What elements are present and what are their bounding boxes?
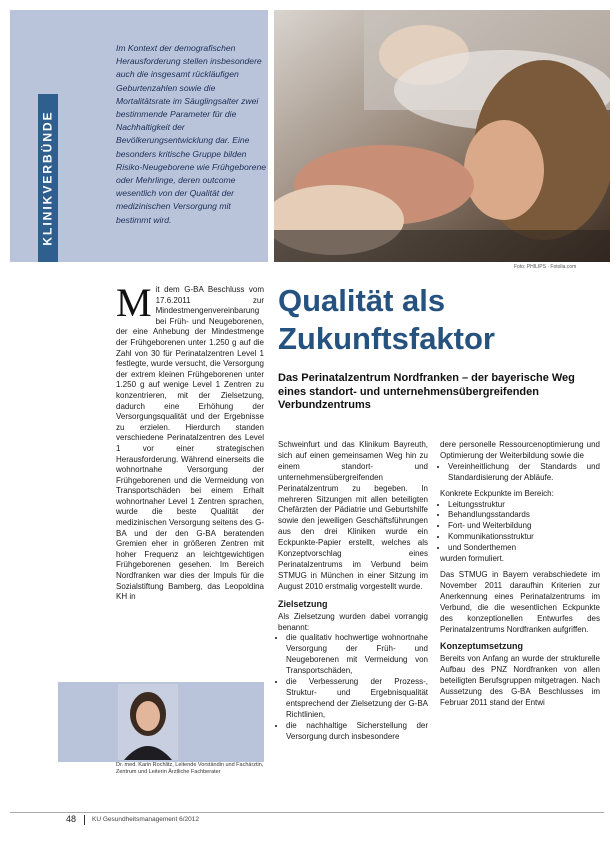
subheadline: Das Perinatalzentrum Nordfranken – der bayerische Weg eines standort- und unternehmensübergreifenden Verbundzentrums (278, 372, 575, 411)
intro-text: Im Kontext der demografischen Herausforderung stellen insbesondere auch die insgesamt rückläufigen Geburtenzahlen sowie die Mortalitätsrate im Säuglingsalter zwei bestimmende Parameter für die Nachhaltigkeit der Bevölkerungsentwicklung dar. Eine besonders kritische Gruppe bilden Risiko-Neugeborene wie Frühgeborene oder Mehrlinge, deren outcome wesentlich von der Qualität der medizinischen Versorgung mit bestimmt wird. (116, 43, 267, 225)
list-item: • die nachhaltige Sicherstellung der Versorgung durch insbesondere (286, 721, 428, 743)
bullet-list (278, 633, 428, 742)
article-column-1 (116, 280, 264, 603)
bullet-list (440, 500, 600, 555)
paragraph: wurden formuliert. (440, 554, 505, 564)
author-portrait (118, 684, 178, 760)
footer-separator (84, 815, 85, 825)
footer-text: KU Gesundheitsmanagement 6/2012 (92, 816, 199, 823)
drop-cap: M (116, 280, 152, 325)
photo-credit: Foto: PHILIPS · Fotolia.com (514, 264, 577, 270)
footer-rule (10, 812, 604, 813)
headline: Qualität als Zukunftsfaktor (278, 283, 495, 356)
list-item: • und Sonderthemen (448, 543, 600, 554)
bullet-list (440, 462, 600, 484)
section-label: KLINIKVERBÜNDE (41, 110, 55, 246)
article-column-3 (440, 440, 600, 709)
paragraph: Schweinfurt und das Klinikum Bayreuth, sich auf einen gemeinsamen Weg hin zu einem standort- und unternehmensübergreifenden Perinatalzentrum zu begeben. In mehreren Sitzungen mit allen beteiligten Chefärzten der Pädiatrie und Geburtshilfe sowie den jeweiligen Geschäftsführungen aus den drei Kliniken wurde ein Eckpunkte-Papier erstellt, welches als Konzeptvorschlag eines Perinatalzentrums im Verbund beim STMUG in München in einer Sitzung im August 2010 erstmalig vorgestellt wurde. (278, 440, 428, 591)
list-item: • Vereinheitlichung der Standards und Standardisierung der Abläufe. (448, 462, 600, 484)
paragraph: Bereits von Anfang an wurde der strukturelle Aufbau des PNZ Nordfranken von allen beteiligten Berufsgruppen mitgetragen. Nach Aussetzung des G-BA Beschlusses im Februar 2011 stand der Entwi (440, 654, 600, 707)
list-item: • die Verbesserung der Prozess-, Struktur- und Ergebnisqualität entsprechend der Zielsetzung der G-BA Richtlinien, (286, 677, 428, 721)
list-item: • die qualitativ hochwertige wohnortnahe Versorgung der Früh- und Neugeborenen mit Vermeidung von Transportschäden, (286, 633, 428, 677)
paragraph: Als Zielsetzung wurden dabei vorrangig benannt: (278, 611, 428, 632)
paragraph: Das STMUG in Bayern verabschiedete im November 2011 daraufhin Kriterien zur Anerkennung eines Perinatalzentrums im Verbund, die die wesentlichen Eckpunkte des konzeptionellen Entwurfes des Perinatalzentrums Nordfranken aufgriffen. (440, 569, 600, 634)
column-1-text: it dem G-BA Beschluss vom 17.6.2011 zur Mindestmengenvereinbarung bei Früh- und Neugeborenen, der eine Anhebung der Mindestmenge der Frühgeborenen unter 1.250 g auf die Zahl von 30 für Perinatalzentren Level 1 festlegte, wurde versucht, die Versorgung der extrem kleinen Frühgeborenen unter 1.250 g auf wenige Level 1 Zentren zu konzentrieren, mit der Zielsetzung, dadurch eine Erhöhung der Versorgungsqualität und der Ergebnisse zu erzielen. Hierdurch standen verschiedene Perinatalzentren des Level 1 vor einer strategischen Herausforderung. Während einerseits die wohnortnahe Versorgung der Frühgeborenen und die Vermeidung von Transportschäden bei einem Erhalt wohnortnaher Level 1 Zentren sprachen, wurde die beste Qualität der medizinischen Versorgung seitens des G-BA und der den G-BA beratenden Gremien eher in größeren Zentren mit hoher Frequenz an leichtgewichtigen Frühgeborenen gesehen. Im Bereich Nordfranken war dies der Impuls für die Sozialstiftung Bamberg, das Leopoldina KH in (116, 285, 264, 602)
article-column-2 (278, 440, 428, 742)
section-heading-konzeptumsetzung: Konzeptumsetzung (440, 641, 523, 652)
paragraph: dere personelle Ressourcenoptimierung und Optimierung der Weiterbildung sowie die (440, 440, 600, 460)
paragraph: Konkrete Eckpunkte im Bereich: (440, 488, 554, 498)
list-item: • Behandlungsstandards (448, 510, 600, 521)
list-item: • Kommunikationsstruktur (448, 532, 600, 543)
section-heading-zielsetzung: Zielsetzung (278, 598, 328, 609)
portrait-caption: Dr. med. Karin Rochlitz, Leitende Vorständin und Fachärztin, Zentrum und Leiterin Ärztliche Fachberater (116, 762, 264, 775)
list-item: • Fort- und Weiterbildung (448, 521, 600, 532)
page-number: 48 (66, 814, 77, 824)
list-item: • Leitungsstruktur (448, 500, 600, 511)
incubator-photo (274, 10, 610, 262)
